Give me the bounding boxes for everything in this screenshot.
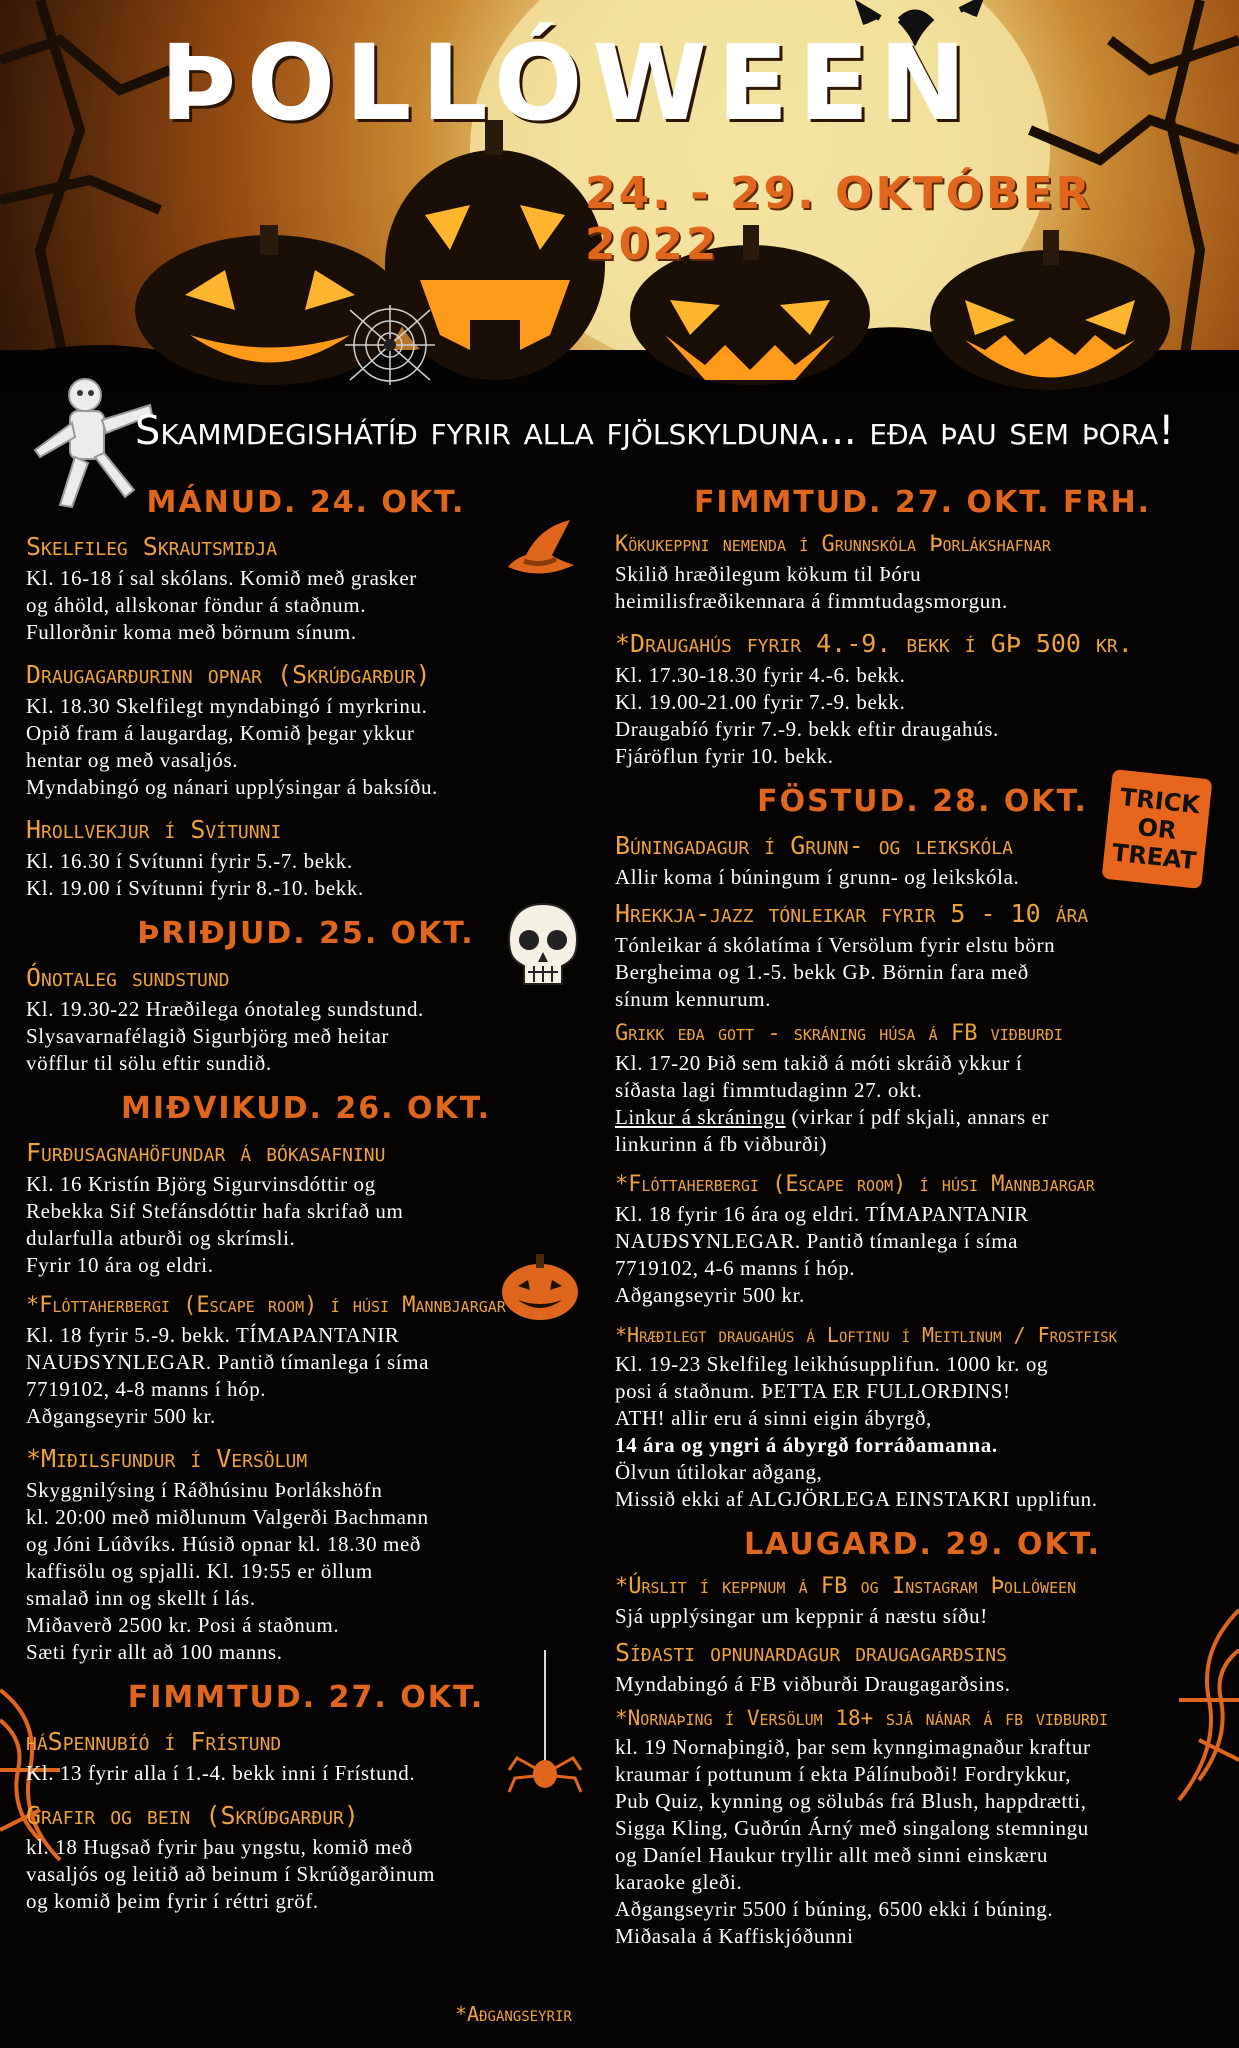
event-line: Kl. 19.00 í Svítunni fyrir 8.-10. bekk. bbox=[26, 876, 364, 900]
event-line: Myndabingó á FB viðburði Draugagarðsins. bbox=[615, 1672, 1011, 1696]
footnote-admission: *Aðgangseyrir bbox=[455, 2002, 572, 2026]
day-heading-sat: LAUGARD. 29. OKT. bbox=[743, 1527, 1102, 1562]
event-line: Sæti fyrir allt að 100 manns. bbox=[26, 1640, 283, 1664]
event-line: 7719102, 4-8 manns í hóp. bbox=[26, 1377, 267, 1401]
spider-web-icon bbox=[345, 305, 435, 385]
event-line: Bergheima og 1.-5. bekk GÞ. Börnin fara með bbox=[615, 960, 1029, 984]
event-line: heimilisfræðikennara á fimmtudagsmorgun. bbox=[615, 589, 1008, 613]
event-title: Kökukeppni nemenda í Grunnskóla Þorlákshafnar bbox=[615, 532, 1051, 557]
event-line: Kl. 18 fyrir 5.-9. bekk. TÍMAPANTANIR bbox=[26, 1323, 400, 1347]
day-heading-thu: FIMMTUD. 27. OKT. bbox=[127, 1680, 485, 1715]
day-heading-thu-cont: FIMMTUD. 27. OKT. FRH. bbox=[693, 485, 1152, 520]
event-line: Kl. 17.30-18.30 fyrir 4.-6. bekk. bbox=[615, 663, 906, 687]
event-title: *Flóttaherbergi (Escape room) í húsi Mannbjargar bbox=[26, 1293, 506, 1318]
event-line: Ölvun útilokar aðgang, bbox=[615, 1460, 823, 1484]
event-line: hentar og með vasaljós. bbox=[26, 748, 239, 772]
event-line: Rebekka Sif Stefánsdóttir hafa skrifað um bbox=[26, 1199, 404, 1223]
event-line: Kl. 19-23 Skelfileg leikhúsupplifun. 1000 kr. og bbox=[615, 1352, 1049, 1376]
poster-title: ÞOLLÓWEEN bbox=[160, 22, 977, 144]
right-column bbox=[615, 485, 1230, 1950]
event-line: vöfflur til sölu eftir sundið. bbox=[26, 1051, 272, 1075]
event-line: Kl. 18 fyrir 16 ára og eldri. TÍMAPANTANIR bbox=[615, 1202, 1029, 1226]
event-line: kl. 19 Nornaþingið, þar sem kynngimagnaður kraftur bbox=[615, 1735, 1091, 1759]
event-line: Opið fram á laugardag, Komið þegar ykkur bbox=[26, 721, 415, 745]
event-title: háSpennubíó í Frístund bbox=[26, 1727, 282, 1756]
event-line: smalað inn og skellt í lás. bbox=[26, 1586, 256, 1610]
event-line: og Jóni Lúðvíks. Húsið opnar kl. 18.30 með bbox=[26, 1532, 422, 1556]
sticker-word-trick: TRICK bbox=[1118, 783, 1202, 820]
sticker-word-treat: TREAT bbox=[1110, 838, 1198, 876]
event-line: Aðgangseyrir 500 kr. bbox=[26, 1404, 216, 1428]
event-title: *Flóttaherbergi (Escape room) í húsi Mannbjargar bbox=[615, 1172, 1095, 1197]
event-title: Skelfileg Skrautsmiðja bbox=[26, 532, 278, 561]
event-line: og Daníel Haukur tryllir allt með sinni einskæru bbox=[615, 1843, 1048, 1867]
sticker-word-or: OR bbox=[1136, 813, 1178, 845]
event-line: Draugabíó fyrir 7.-9. bekk eftir draugahús. bbox=[615, 717, 999, 741]
event-line: vasaljós og leitið að beinum í Skrúðgarðinum bbox=[26, 1862, 436, 1886]
event-line: Kl. 18.30 Skelfilegt myndabingó í myrkrinu. bbox=[26, 694, 428, 718]
event-line: 7719102, 4-6 manns í hóp. bbox=[615, 1256, 856, 1280]
event-title: Síðasti opnunardagur draugagarðsins bbox=[615, 1638, 1007, 1667]
event-line: og áhöld, allskonar föndur á staðnum. bbox=[26, 593, 367, 617]
event-title: Búningadagur í Grunn- og leikskóla bbox=[615, 831, 1013, 860]
day-heading-wed: MIÐVIKUD. 26. OKT. bbox=[121, 1091, 491, 1126]
event-title: Grikk eða gott - skráning húsa á FB viðburði bbox=[615, 1021, 1063, 1046]
registration-link[interactable]: Linkur á skráningu bbox=[615, 1105, 786, 1129]
event-line: síðasta lagi fimmtudaginn 27. okt. bbox=[615, 1078, 923, 1102]
event-title: *Nornaþing í Versölum 18+ sjá nánar á fb viðburði bbox=[615, 1706, 1109, 1730]
event-line: Allir koma í búningum í grunn- og leikskóla. bbox=[615, 865, 1020, 889]
event-line: og komið þeim fyrir í réttri gröf. bbox=[26, 1889, 319, 1913]
event-line: Sjá upplýsingar um keppnir á næstu síðu! bbox=[615, 1604, 988, 1628]
event-line: Skilið hræðilegum kökum til Þóru bbox=[615, 562, 922, 586]
day-heading-fri: FÖSTUD. 28. OKT. bbox=[757, 784, 1088, 819]
event-line: linkurinn á fb viðburði) bbox=[615, 1132, 828, 1156]
event-line-bold: 14 ára og yngri á ábyrgð forráðamanna. bbox=[615, 1433, 998, 1457]
event-line: Aðgangseyrir 500 kr. bbox=[615, 1283, 805, 1307]
event-line: Myndabingó og nánari upplýsingar á baksíðu. bbox=[26, 775, 438, 799]
event-line: Kl. 16 Kristín Björg Sigurvinsdóttir og bbox=[26, 1172, 376, 1196]
event-line: ATH! allir eru á sinni eigin ábyrgð, bbox=[615, 1406, 932, 1430]
event-line: Miðaverð 2500 kr. Posi á staðnum. bbox=[26, 1613, 340, 1637]
event-line: Pub Quiz, kynning og sölubás frá Blush, happdrætti, bbox=[615, 1789, 1087, 1813]
event-line-with-link bbox=[615, 1104, 1230, 1131]
event-line: karaoke gleði. bbox=[615, 1870, 743, 1894]
event-line: Sigga Kling, Guðrún Árný með singalong stemningu bbox=[615, 1816, 1089, 1840]
day-heading-tue: ÞRIÐJUD. 25. OKT. bbox=[137, 916, 475, 951]
event-title: *Hræðilegt draugahús á Loftinu í Meitlinum / Frostfisk bbox=[615, 1323, 1118, 1347]
event-line: NAUÐSYNLEGAR. Pantið tímanlega í síma bbox=[615, 1229, 1019, 1253]
event-line: dularfulla atburði og skrímsli. bbox=[26, 1226, 296, 1250]
event-title: *Miðilsfundur í Versölum bbox=[26, 1444, 308, 1473]
link-note: (virkar í pdf skjali, annars er bbox=[785, 1105, 1050, 1129]
event-line: Missið ekki af ALGJÖRLEGA EINSTAKRI upplifun. bbox=[615, 1487, 1098, 1511]
event-line: Aðgangseyrir 5500 í búning, 6500 ekki í búning. bbox=[615, 1897, 1054, 1921]
event-dates: 24. - 29. OKTÓBER 2022 bbox=[585, 168, 1093, 270]
event-line: posi á staðnum. ÞETTA ER FULLORÐINS! bbox=[615, 1379, 1011, 1403]
event-title: Furðusagnahöfundar á bókasafninu bbox=[26, 1138, 386, 1167]
event-line: Fullorðnir koma með börnum sínum. bbox=[26, 620, 357, 644]
event-line: Kl. 16.30 í Svítunni fyrir 5.-7. bekk. bbox=[26, 849, 353, 873]
event-title: Draugagarðurinn opnar (Skrúðgarður) bbox=[26, 660, 431, 689]
event-title: Hrollvekjur í Svítunni bbox=[26, 815, 282, 844]
event-title: Grafir og bein (Skrúðgarður) bbox=[26, 1801, 359, 1830]
event-line: Slysavarnafélagið Sigurbjörg með heitar bbox=[26, 1024, 390, 1048]
event-line: Kl. 17-20 Þið sem takið á móti skráið ykkur í bbox=[615, 1051, 1023, 1075]
event-line: kl. 18 Hugsað fyrir þau yngstu, komið með bbox=[26, 1835, 413, 1859]
event-line: kaffisölu og spjalli. Kl. 19:55 er öllum bbox=[26, 1559, 373, 1583]
left-column bbox=[26, 485, 586, 1915]
header-banner bbox=[0, 0, 1239, 390]
day-heading-mon: MÁNUD. 24. OKT. bbox=[146, 485, 466, 520]
event-line: Kl. 19.30-22 Hræðilega ónotaleg sundstund. bbox=[26, 997, 424, 1021]
event-line: Skyggnilýsing í Ráðhúsinu Þorlákshöfn bbox=[26, 1478, 383, 1502]
event-line: kraumar í pottunum í ekta Pálínuboði! Fordrykkur, bbox=[615, 1762, 1072, 1786]
event-title: Ónotaleg sundstund bbox=[26, 963, 230, 992]
event-line: Miðasala á Kaffiskjóðunni bbox=[615, 1924, 854, 1948]
event-line: NAUÐSYNLEGAR. Pantið tímanlega í síma bbox=[26, 1350, 430, 1374]
event-title: *Úrslit í keppnum á FB og Instagram Þollóween bbox=[615, 1574, 1077, 1599]
event-line: Kl. 16-18 í sal skólans. Komið með grasker bbox=[26, 566, 417, 590]
event-line: Fjáröflun fyrir 10. bekk. bbox=[615, 744, 834, 768]
event-line: Kl. 13 fyrir alla í 1.-4. bekk inni í Frístund. bbox=[26, 1761, 416, 1785]
event-line: Fyrir 10 ára og eldri. bbox=[26, 1253, 214, 1277]
event-line: sínum kennurum. bbox=[615, 987, 771, 1011]
tagline: Skammdegishátíð fyrir alla fjölskylduna... eða þau sem þora! bbox=[135, 408, 1175, 454]
event-line: kl. 20:00 með miðlunum Valgerði Bachmann bbox=[26, 1505, 429, 1529]
event-title: Hrekkja-jazz tónleikar fyrir 5 - 10 ára bbox=[615, 899, 1089, 928]
event-line: Kl. 19.00-21.00 fyrir 7.-9. bekk. bbox=[615, 690, 906, 714]
event-title: *Draugahús fyrir 4.-9. bekk í GÞ 500 kr. bbox=[615, 629, 1133, 658]
event-line: Tónleikar á skólatíma í Versölum fyrir elstu börn bbox=[615, 933, 1056, 957]
